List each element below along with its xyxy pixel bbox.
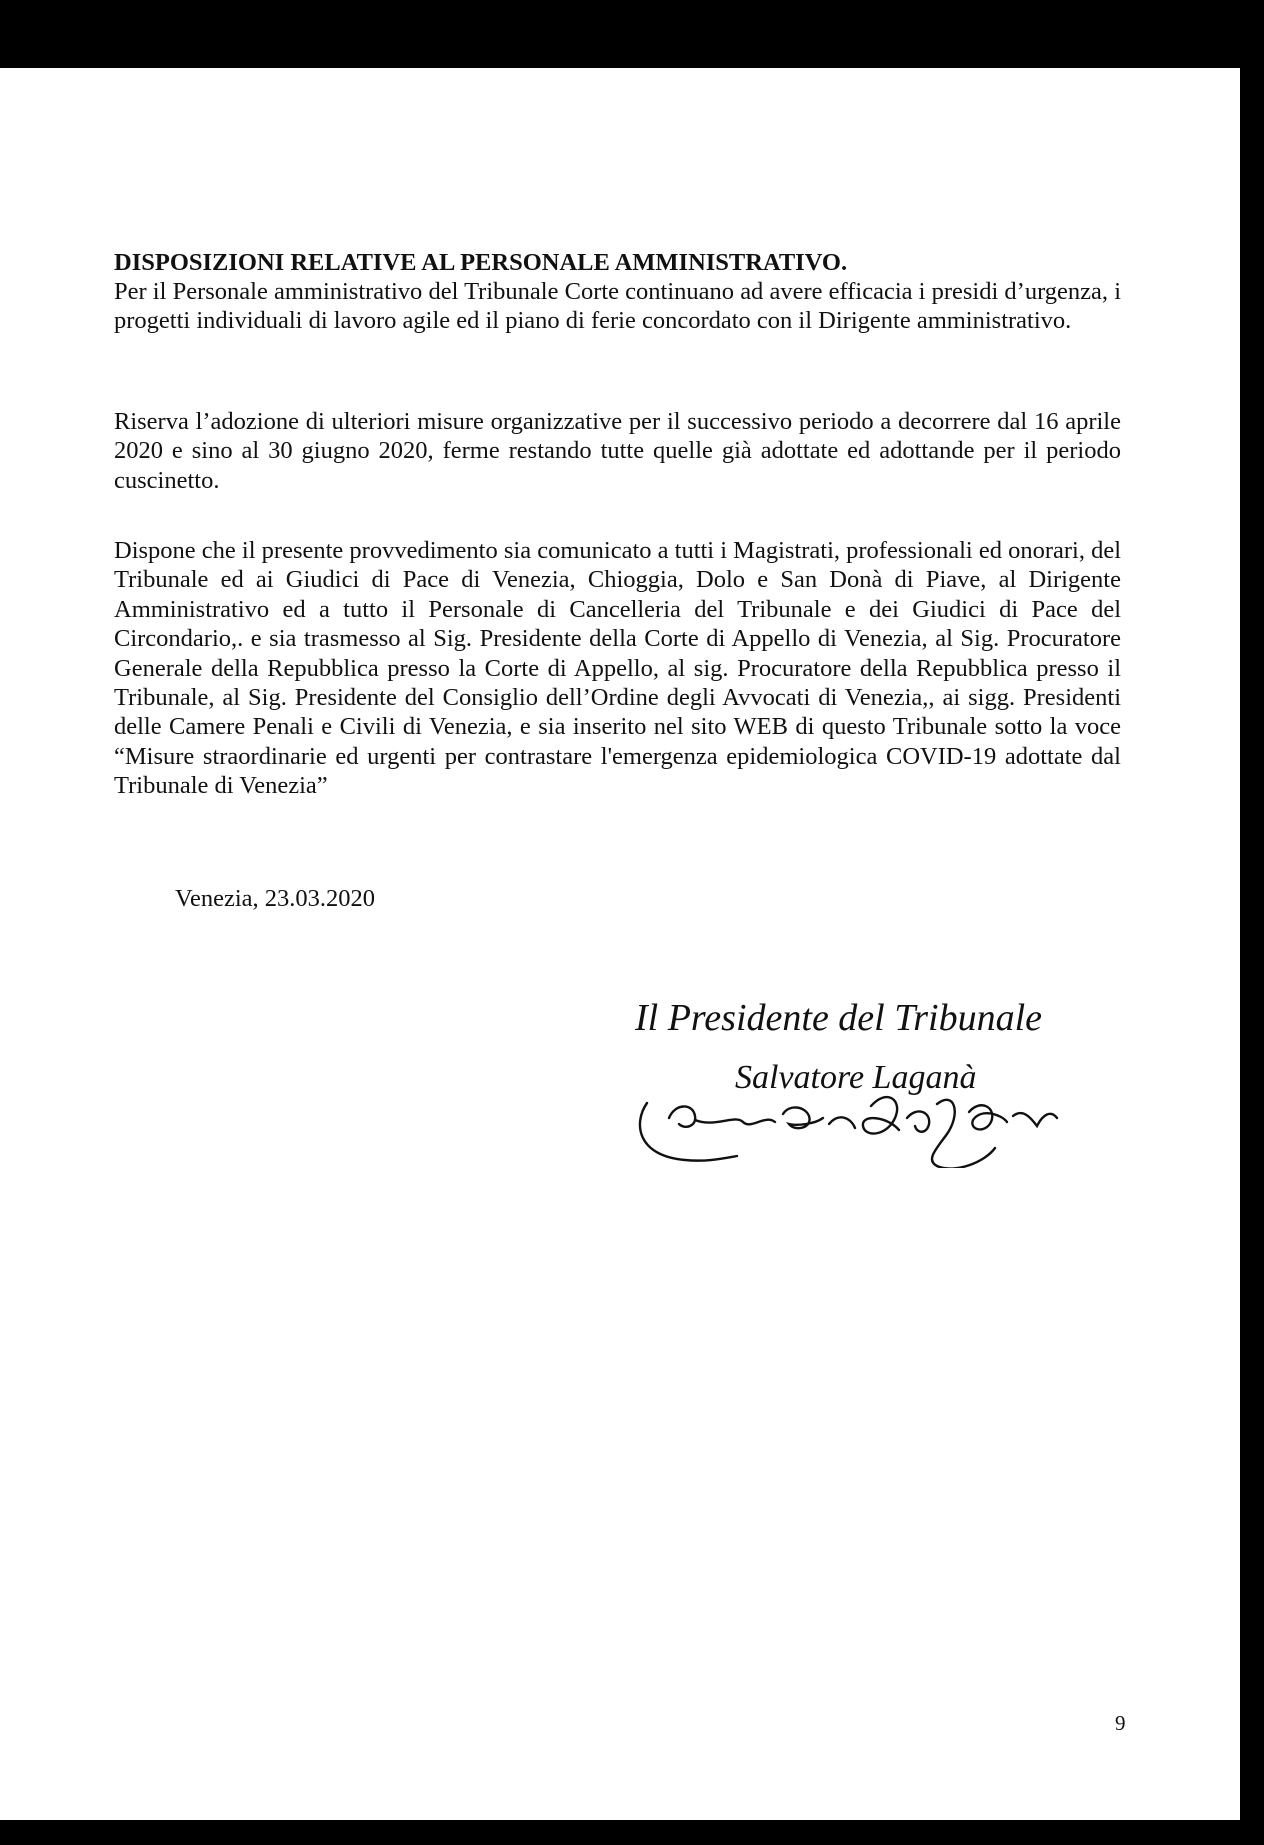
scan-border-right — [1240, 68, 1264, 1820]
scan-border-bottom — [0, 1820, 1264, 1845]
signature-line-name: Salvatore Laganà — [735, 1059, 977, 1096]
handwritten-signature — [625, 938, 1095, 1168]
section-heading: DISPOSIZIONI RELATIVE AL PERSONALE AMMINISTRATIVO. — [114, 249, 848, 276]
paragraph-dispone: Dispone che il presente provvedimento sia comunicato a tutti i Magistrati, professionali ed onorari, del Tribunale ed ai Giudici di Pace di Venezia, Chioggia, Dolo e San Donà di Piave, al Dirigente Amministrativo ed a tutto il Personale di Cancelleria del Tribunale e dei Giudici di Pace del Circondario,. e sia trasmesso al Sig. Presidente della Corte di Appello di Venezia, al Sig. Procuratore Generale della Repubblica presso la Corte di Appello, al sig. Procuratore della Repubblica presso il Tribunale, al Sig. Presidente del Consiglio dell’Ordine degli Avvocati di Venezia,, ai sigg. Presidenti delle Camere Penali e Civili di Venezia, e sia inserito nel sito WEB di questo Tribunale sotto la voce “Misure straordinarie ed urgenti per contrastare l'emergenza epidemiologica COVID-19 adottate dal Tribunale di Venezia” — [114, 537, 1121, 800]
signature-scribble — [640, 1097, 1057, 1168]
paragraph-riserva: Riserva l’adozione di ulteriori misure organizzative per il successivo periodo a decorrere dal 16 aprile 2020 e sino al 30 giugno 2020, ferme restando tutte quelle già adottate ed adottande per il periodo cuscinetto. — [114, 408, 1121, 494]
date-line: Venezia, 23.03.2020 — [175, 885, 376, 912]
page-number: 9 — [1115, 1711, 1126, 1735]
paragraph-personale: Per il Personale amministrativo del Tribunale Corte continuano ad avere efficacia i presidi d’urgenza, i progetti individuali di lavoro agile ed il piano di ferie concordato con il Dirigente amministrativo. — [114, 278, 1121, 335]
document-page — [0, 68, 1240, 1820]
signature-line-presidente: Il Presidente del Tribunale — [635, 997, 1043, 1039]
